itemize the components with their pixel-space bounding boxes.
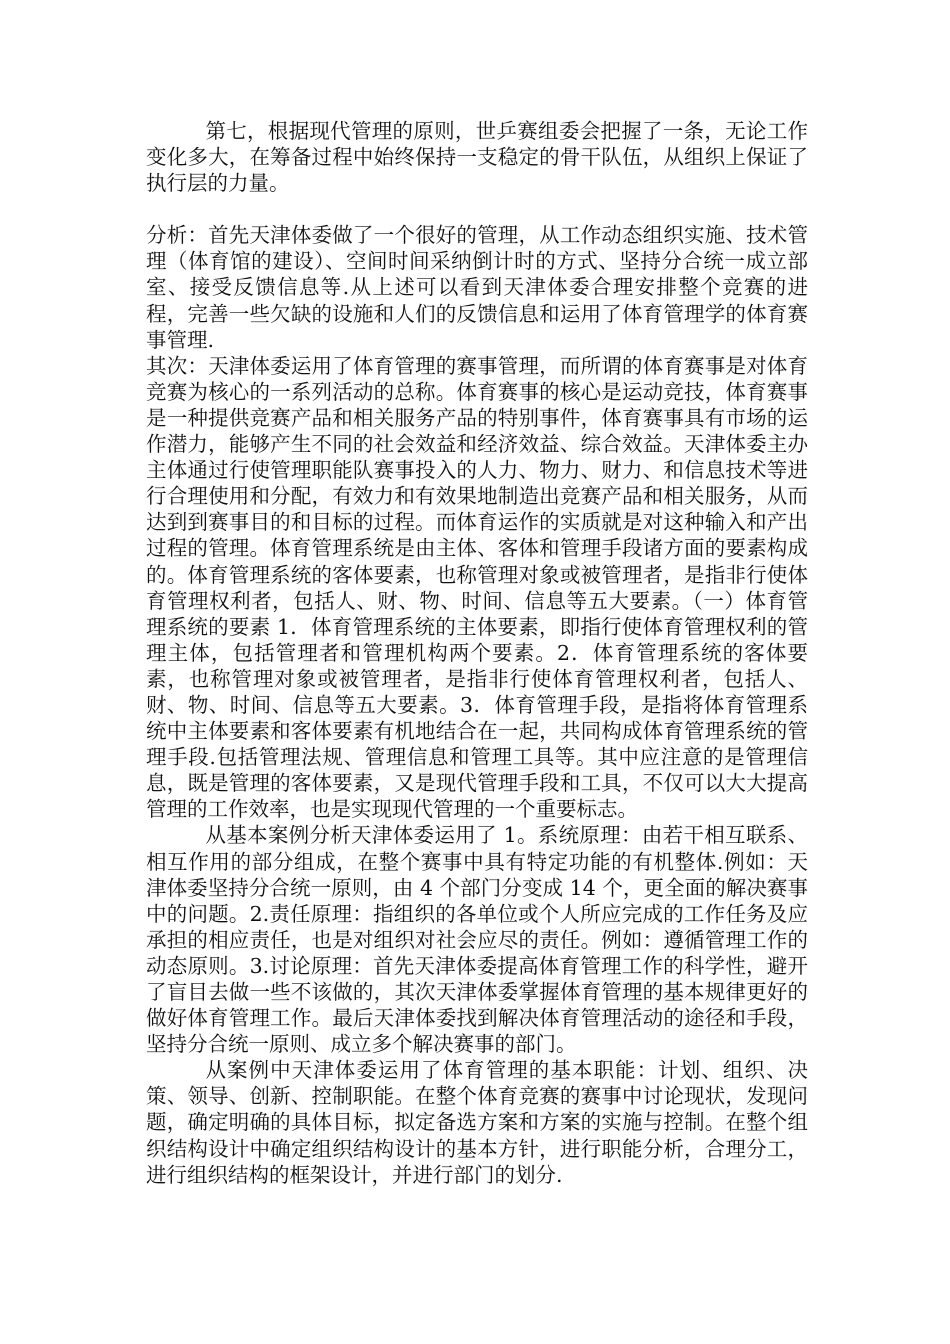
paragraph-analysis-first: 分析：首先天津体委做了一个很好的管理，从工作动态组织实施、技术管理（体育馆的建设）、空间时间采纳倒计时的方式、坚持分合统一成立部室、接受反馈信息等.从上述可以看到天津体委合理安排整个竞赛的进程，完善一些欠缺的设施和人们的反馈信息和运用了体育管理学的体育赛事管理. xyxy=(146,223,808,352)
document-page xyxy=(146,118,808,1188)
paragraph-principle-seven: 第七，根据现代管理的原则，世乒赛组委会把握了一条，无论工作变化多大，在筹备过程中始终保持一支稳定的骨干队伍，从组织上保证了执行层的力量。 xyxy=(146,119,808,196)
paragraph-analysis-second: 其次：天津体委运用了体育管理的赛事管理，而所谓的体育赛事是对体育竞赛为核心的一系列活动的总称。体育赛事的核心是运动竞技，体育赛事是一种提供竞赛产品和相关服务产品的特别事件，体育赛事具有市场的运作潜力，能够产生不同的社会效益和经济效益、综合效益。天津体委主办主体通过行使管理职能队赛事投入的人力、物力、财力、和信息技术等进行合理使用和分配，有效力和有效果地制造出竞赛产品和相关服务，从而达到到赛事目的和目标的过程。而体育运作的实质就是对这种输入和产出过程的管理。体育管理系统是由主体、客体和管理手段诸方面的要素构成的。体育管理系统的客体要素，也称管理对象或被管理者，是指非行使体育管理权利者，包括人、财、物、时间、信息等五大要素。（一）体育管理系统的要素 1．体育管理系统的主体要素，即指行使体育管理权利的管理主体，包括管理者和管理机构两个要素。2．体育管理系统的客体要素，也称管理对象或被管理者，是指非行使体育管理权利者，包括人、财、物、时间、信息等五大要素。3．体育管理手段，是指将体育管理系统中主体要素和客体要素有机地结合在一起，共同构成体育管理系统的管理手段.包括管理法规、管理信息和管理工具等。其中应注意的是管理信息，既是管理的客体要素，又是现代管理手段和工具，不仅可以大大提高管理的工作效率，也是实现现代管理的一个重要标志。 xyxy=(146,353,808,822)
paragraph-basic-case-analysis: 从基本案例分析天津体委运用了 1。系统原理：由若干相互联系、相互作用的部分组成，在整个赛事中具有特定功能的有机整体.例如：天津体委坚持分合统一原则，由 4 个部门分变成 14 个，更全面的解决赛事中的问题。2.责任原理：指组织的各单位或个人所应完成的工作任务及应承担的相应责任，也是对组织对社会应尽的责任。例如：遵循管理工作的动态原则。3.讨论原理：首先天津体委提高体育管理工作的科学性，避开了盲目去做一些不该做的，其次天津体委掌握体育管理的基本规律更好的做好体育管理工作。最后天津体委找到解决体育管理活动的途径和手段，坚持分合统一原则、成立多个解决赛事的部门。 xyxy=(146,823,808,1057)
paragraph-basic-functions: 从案例中天津体委运用了体育管理的基本职能：计划、组织、决策、领导、创新、控制职能。在整个体育竞赛的赛事中讨论现状，发现问题，确定明确的具体目标，拟定备选方案和方案的实施与控制。在整个组织结构设计中确定组织结构设计的基本方针，进行职能分析，合理分工，进行组织结构的框架设计，并进行部门的划分. xyxy=(146,1058,808,1187)
paragraph-spacer xyxy=(146,196,808,222)
